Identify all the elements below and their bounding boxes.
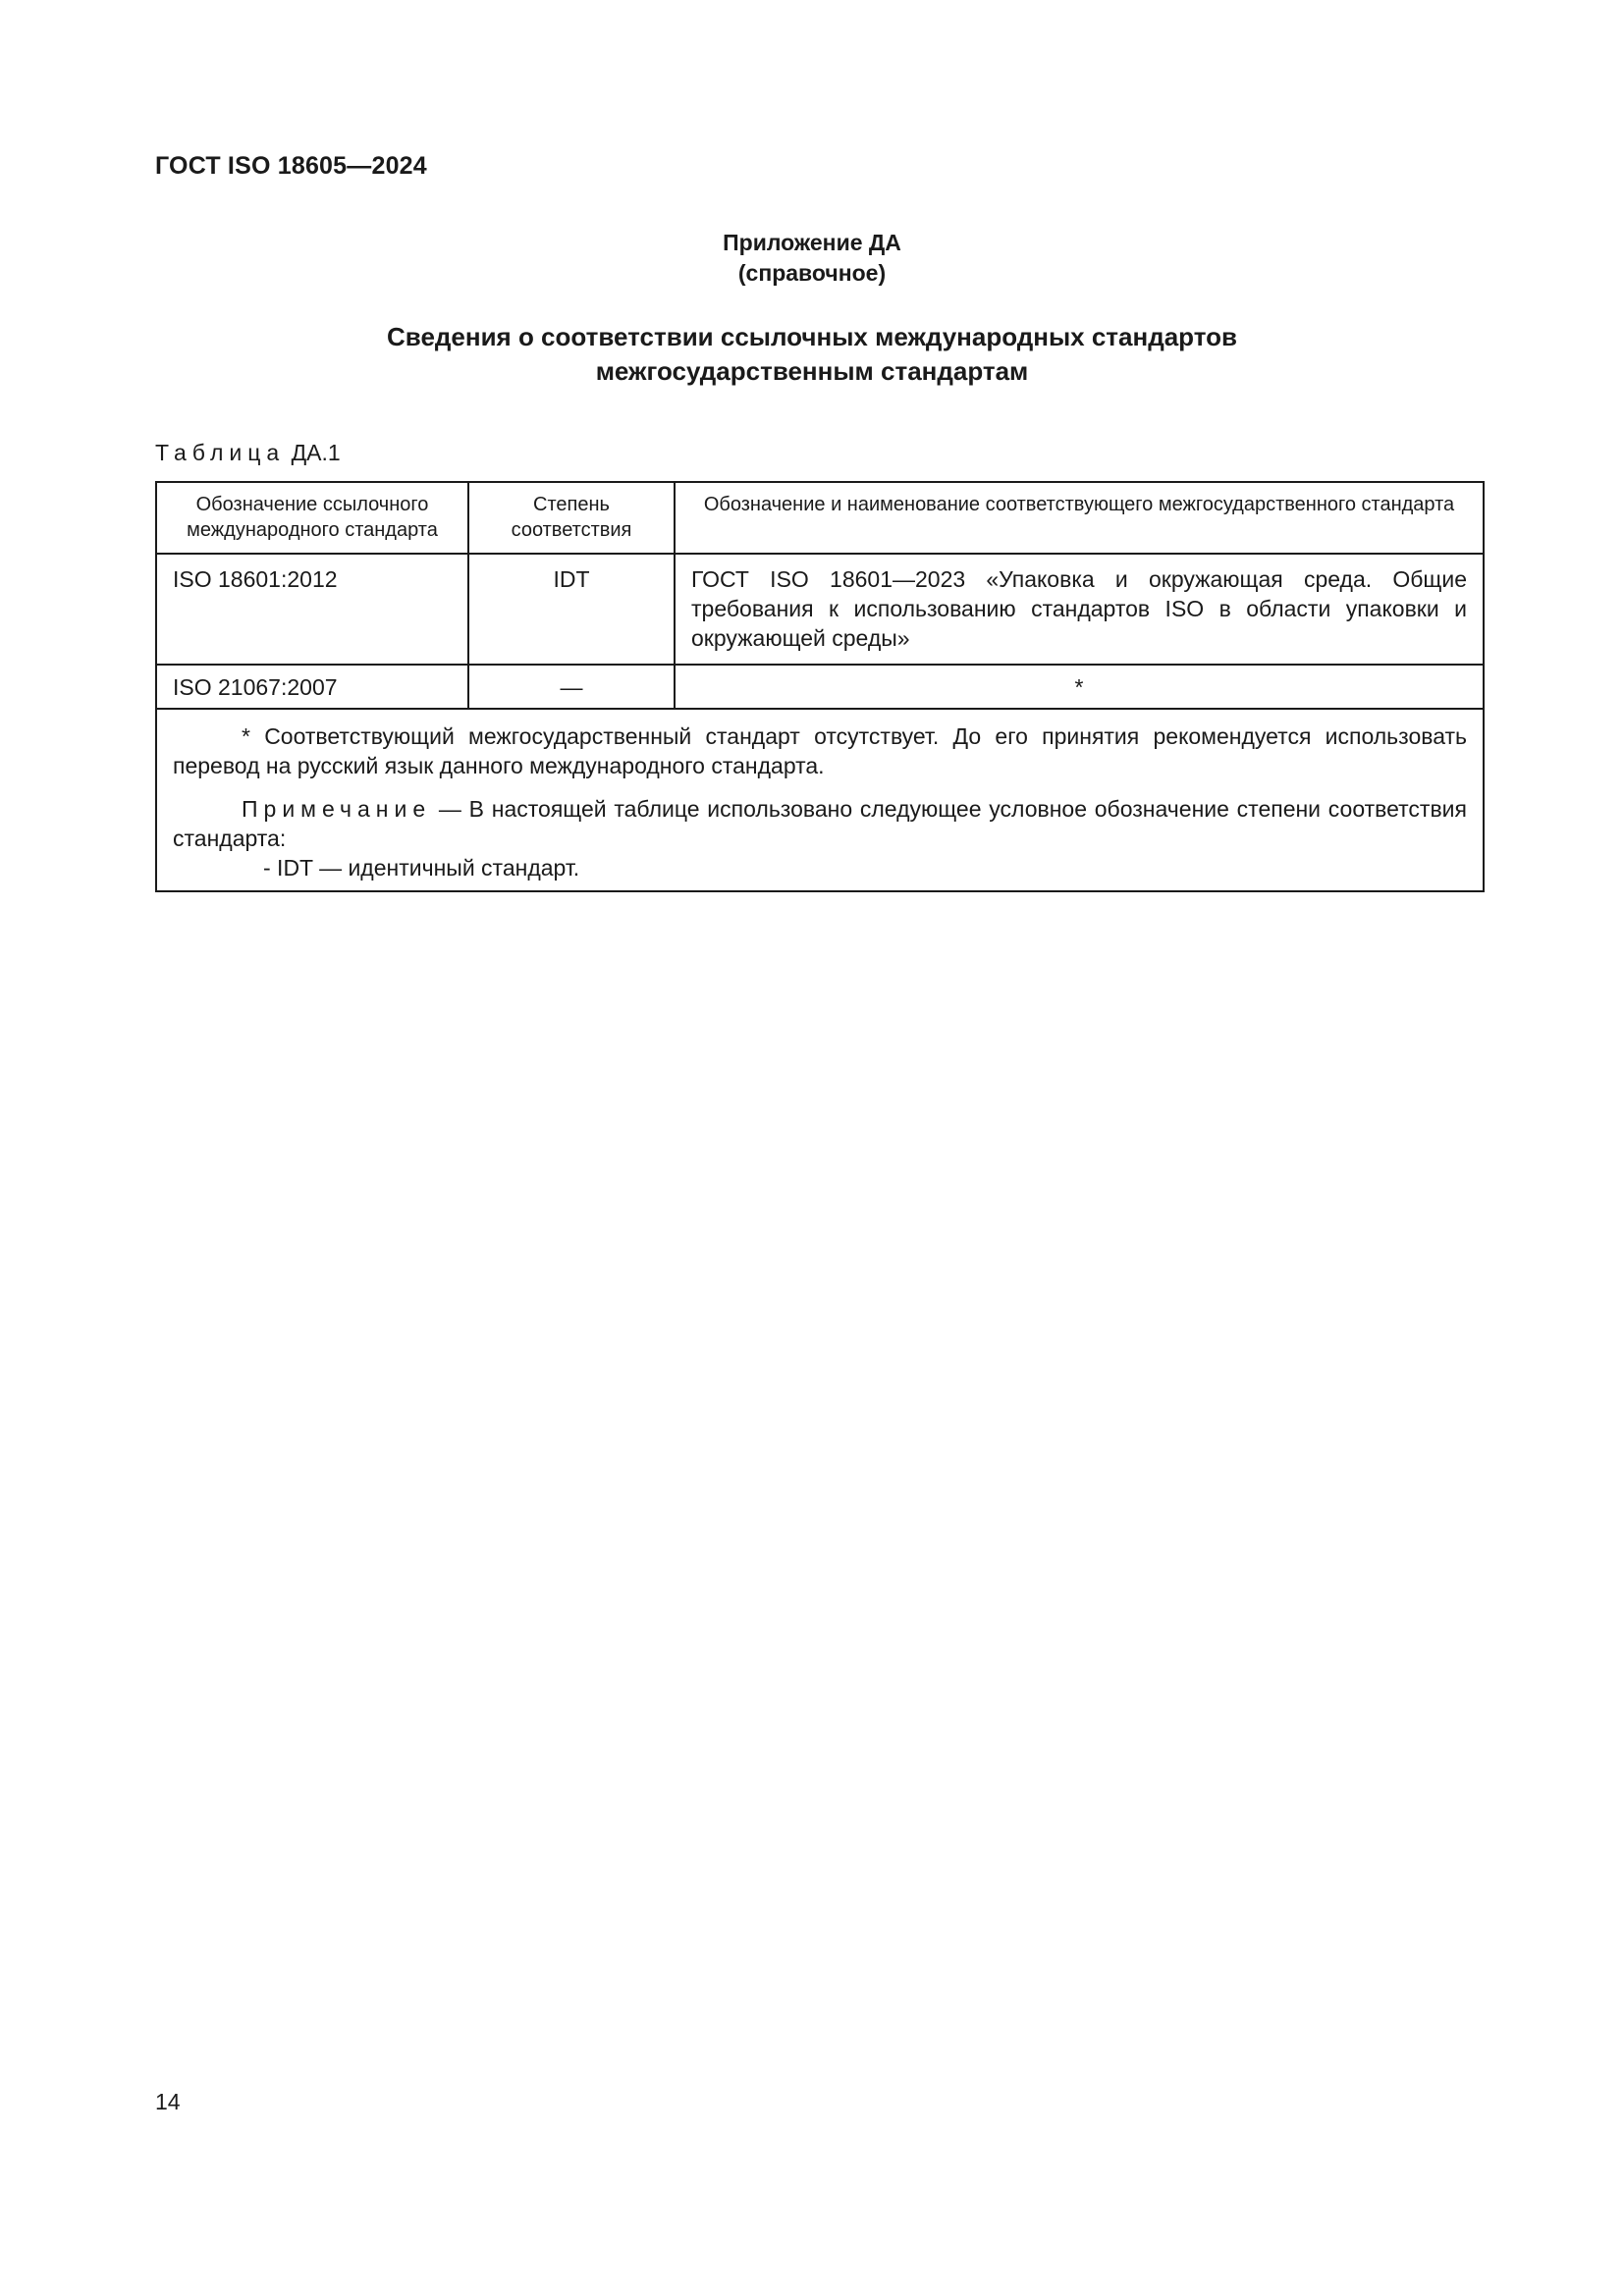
cell-national-standard: ГОСТ ISO 18601—2023 «Упаковка и окружающая среда. Общие требования к использованию стандартов ISO в области упаковки и окружающей среды» (675, 554, 1484, 665)
appendix-title: Приложение ДА (723, 230, 901, 255)
note-label: Примечание (242, 796, 432, 822)
cell-intl-standard: ISO 18601:2012 (156, 554, 468, 665)
table-footnote: * Соответствующий межгосударственный стандарт отсутствует. До его принятия рекомендуется использовать перевод на русский язык данного международного стандарта. (173, 723, 1467, 778)
column-header-national-standard: Обозначение и наименование соответствующего межгосударственного стандарта (675, 482, 1484, 554)
section-title (0, 320, 1624, 389)
table-notes-row (156, 709, 1484, 891)
page-number: 14 (155, 2089, 181, 2114)
table-header-row (156, 482, 1484, 554)
cell-intl-standard: ISO 21067:2007 (156, 665, 468, 709)
table-caption (155, 440, 341, 466)
table-note (173, 794, 1467, 853)
document-code-header: ГОСТ ISO 18605—2024 (155, 152, 427, 180)
note-text: — В настоящей таблице использовано следующее условное обозначение степени соответствия стандарта: (173, 796, 1467, 851)
standards-correspondence-table (155, 481, 1485, 892)
table-row (156, 665, 1484, 709)
table-row (156, 554, 1484, 665)
column-header-degree: Степень соответствия (468, 482, 675, 554)
cell-degree: IDT (468, 554, 675, 665)
table-caption-number: ДА.1 (291, 440, 341, 465)
appendix-type: (справочное) (737, 260, 887, 286)
cell-degree: — (468, 665, 675, 709)
section-title-line-2: межгосударственным стандартам (595, 356, 1029, 386)
table-notes-cell (156, 709, 1484, 891)
section-title-line-1: Сведения о соответствии ссылочных международных стандартов (387, 322, 1237, 351)
appendix-heading (0, 228, 1624, 289)
note-list-item: - IDT — идентичный стандарт. (263, 855, 580, 881)
column-header-intl-standard: Обозначение ссылочного международного стандарта (156, 482, 468, 554)
cell-national-standard: * (675, 665, 1484, 709)
table-caption-word: Таблица (155, 440, 286, 465)
